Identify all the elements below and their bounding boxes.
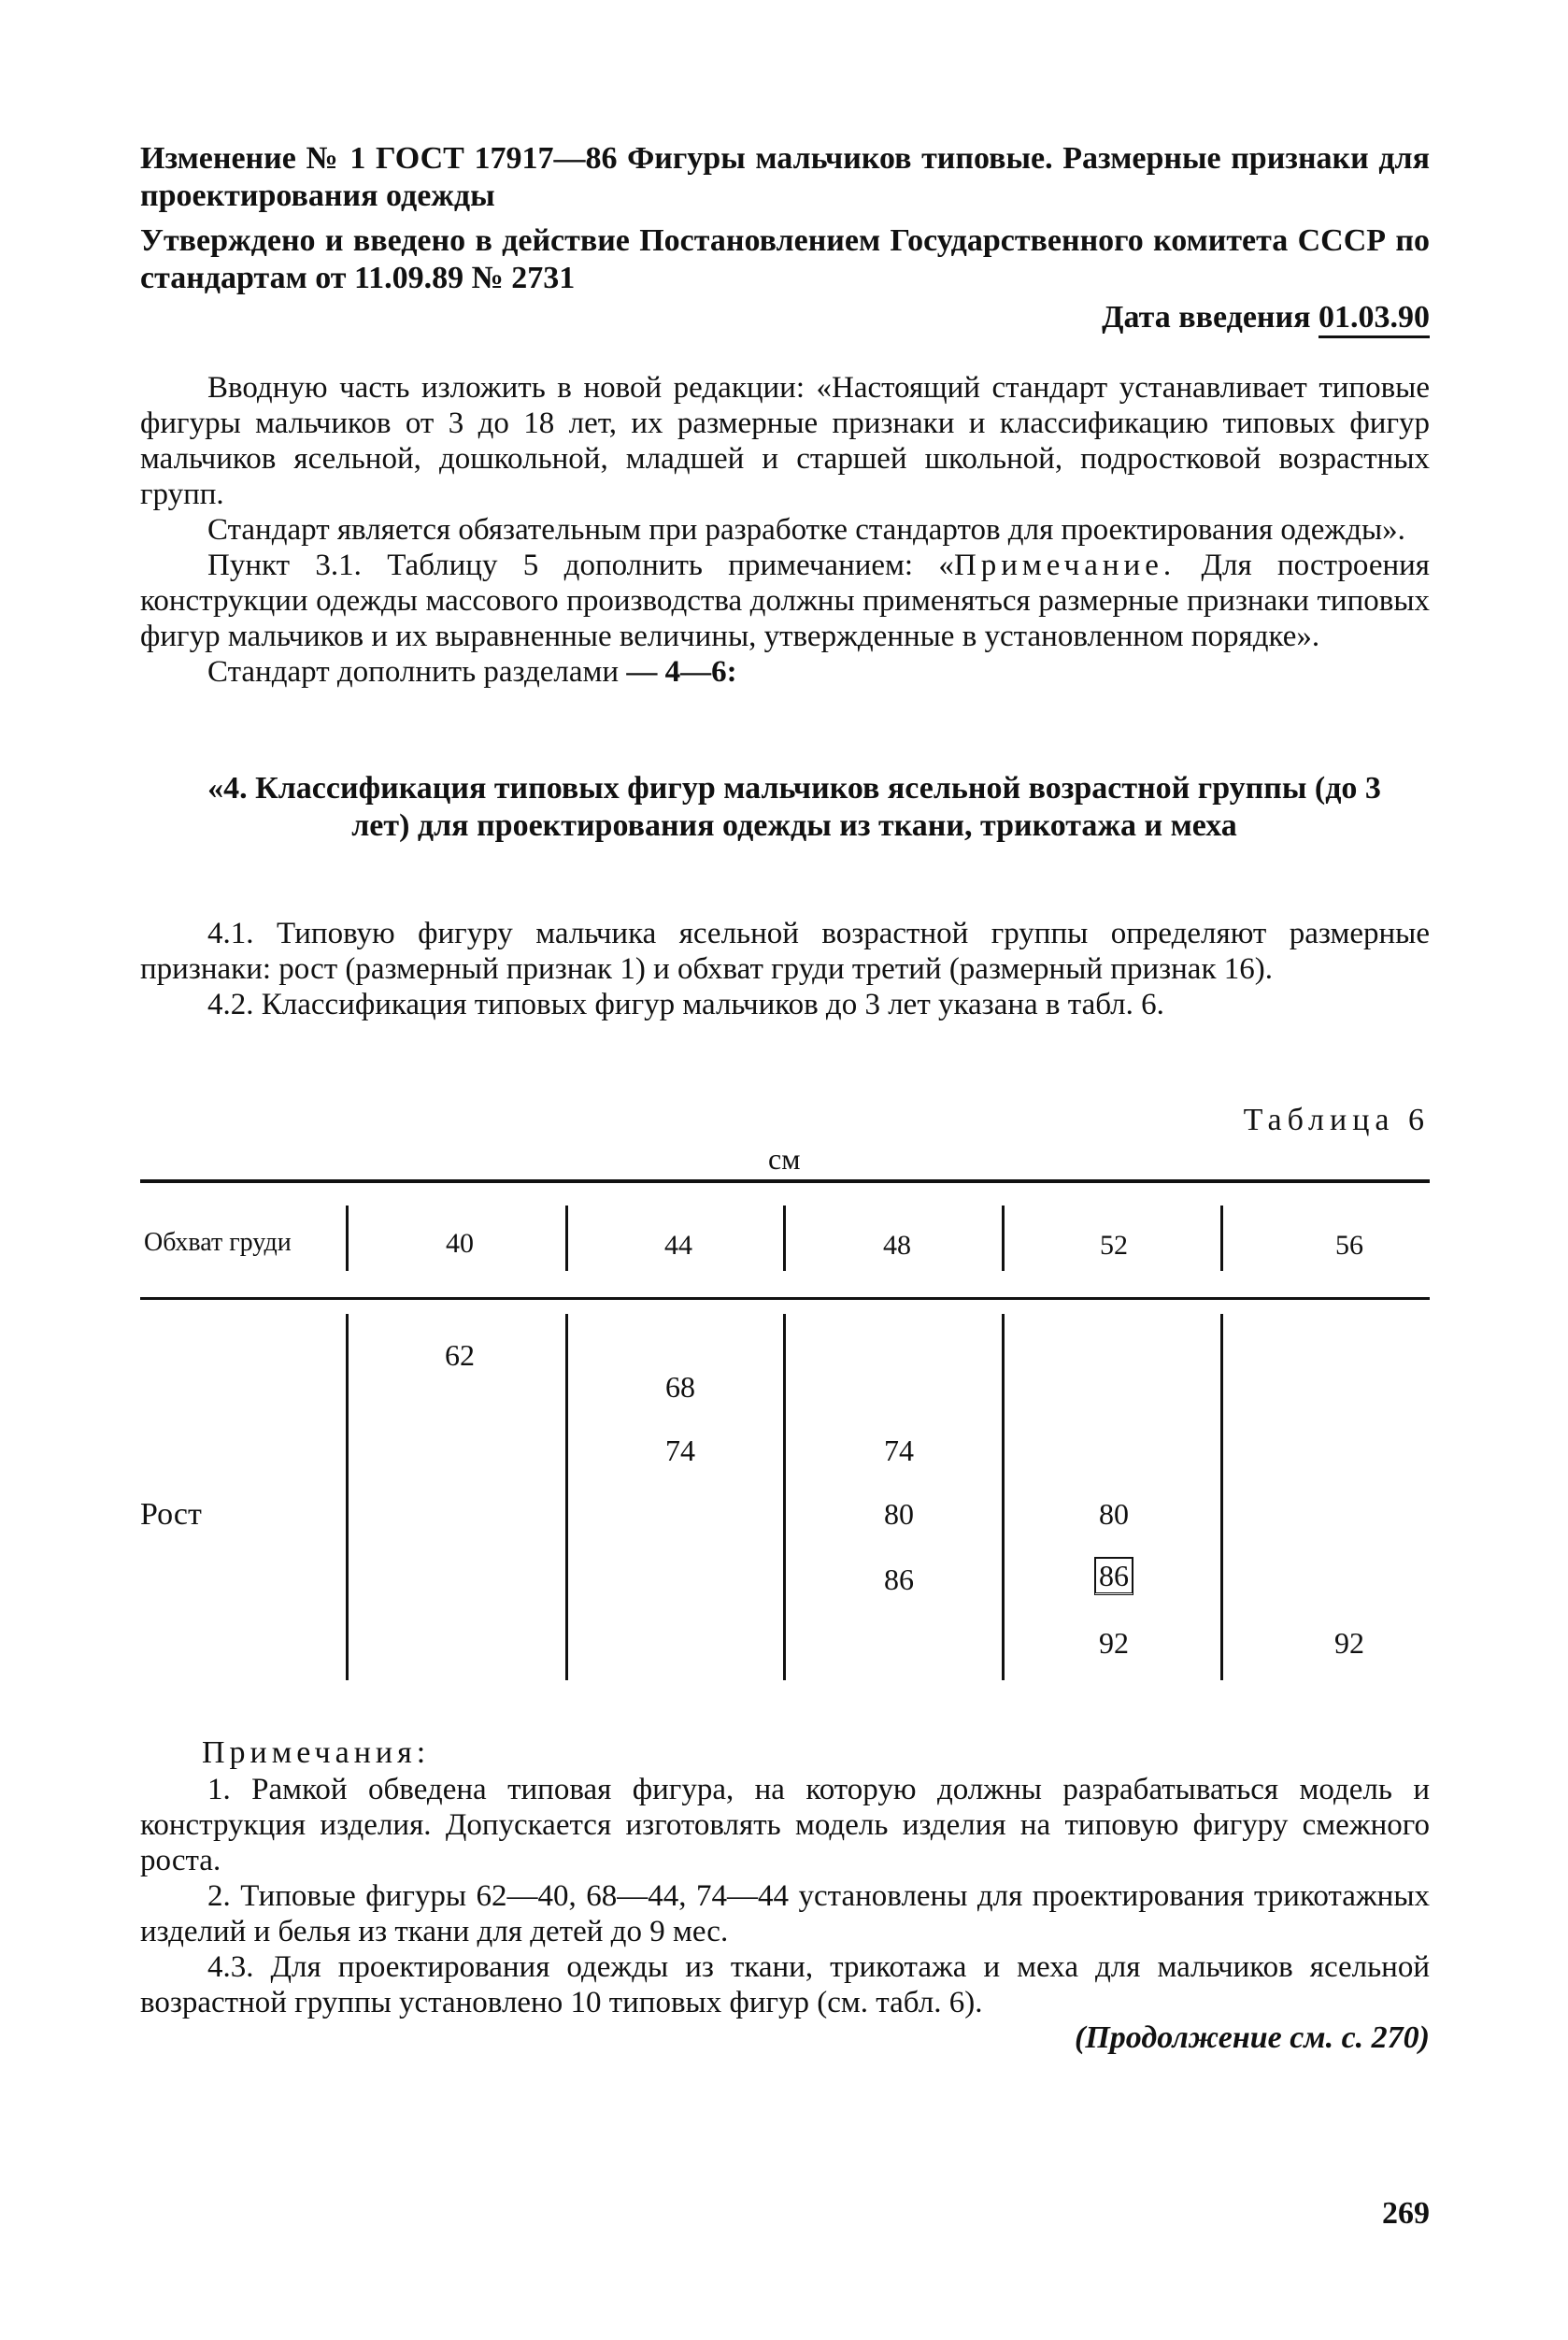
height-row-label: Рост	[140, 1497, 202, 1532]
section-4-title: «4. Классификация типовых фигур мальчиков ясельной возрастной группы (до 3 лет) для проектирования одежды из ткани, трикотажа и меха	[207, 771, 1381, 843]
height-value: 68	[665, 1370, 695, 1404]
height-value: 92	[1099, 1626, 1129, 1660]
section-4-text	[140, 916, 1430, 1022]
column-header-44: 44	[664, 1230, 692, 1261]
effective-date	[1102, 299, 1430, 336]
table-header-rule	[140, 1297, 1430, 1300]
chest-girth-header: Обхват груди	[144, 1228, 292, 1257]
height-value: 74	[884, 1434, 914, 1467]
body-text	[140, 370, 1430, 690]
page-number: 269	[1382, 2196, 1430, 2231]
paragraph-4-1: 4.1. Типовую фигуру мальчика ясельной возрастной группы определяют размерные признаки: рост (размерный признак 1) и обхват груди третий (размерный признак 16).	[140, 917, 1430, 986]
notes-title: Примечания:	[202, 1735, 431, 1770]
height-value: 92	[1334, 1626, 1364, 1660]
table-divider	[783, 1314, 786, 1680]
height-value: 62	[445, 1338, 475, 1372]
paragraph-add-sections: Стандарт дополнить разделами — 4—6:	[207, 655, 737, 689]
table-divider	[783, 1206, 786, 1271]
paragraph-4-2: 4.2. Классификация типовых фигур мальчиков до 3 лет указана в табл. 6.	[207, 988, 1164, 1021]
column-header-48: 48	[883, 1230, 911, 1261]
note-word: Примечание.	[953, 549, 1176, 582]
height-value: 80	[884, 1497, 914, 1531]
table-divider	[565, 1206, 568, 1271]
table-divider	[1002, 1314, 1005, 1680]
height-value: 80	[1099, 1497, 1129, 1531]
table-divider	[1220, 1206, 1223, 1271]
table-divider	[565, 1314, 568, 1680]
table-divider	[1220, 1314, 1223, 1680]
table-top-rule	[140, 1179, 1430, 1183]
note-1: 1. Рамкой обведена типовая фигура, на которую должны разрабатываться модель и конструкция изделия. Допускается изготовлять модель изделия на типовую фигуру смежного роста.	[140, 1773, 1430, 1877]
amendment-title: Изменение № 1 ГОСТ 17917—86 Фигуры мальчиков типовые. Размерные признаки для проектирования одежды	[140, 141, 1430, 213]
paragraph-mandatory: Стандарт является обязательным при разработке стандартов для проектирования одежды».	[207, 513, 1405, 547]
paragraph-clause-3-1: Пункт 3.1. Таблицу 5 дополнить примечанием: «Примечание. Для построения конструкции одежды массового производства должны применяться размерные признаки типовых фигур мальчиков и их выравненные величины, утвержденные в установленном порядке».	[140, 549, 1430, 653]
column-header-56: 56	[1335, 1230, 1363, 1261]
paragraph-4-3: 4.3. Для проектирования одежды из ткани, трикотажа и меха для мальчиков ясельной возрастной группы установлено 10 типовых фигур (см. табл. 6).	[140, 1950, 1430, 2019]
height-value: 86	[884, 1562, 914, 1596]
column-header-52: 52	[1100, 1230, 1128, 1261]
classification-table	[140, 1179, 1430, 1703]
effective-date-label: Дата введения	[1102, 300, 1311, 335]
table-unit: см	[768, 1142, 801, 1176]
continuation-note: (Продолжение см. с. 270)	[1075, 2020, 1430, 2055]
column-header-40: 40	[446, 1228, 474, 1259]
paragraph-intro: Вводную часть изложить в новой редакции: «Настоящий стандарт устанавливает типовые фигуры мальчиков от 3 до 18 лет, их размерные признаки и классификацию типовых фигур мальчиков ясельной, дошкольной, младшей и старшей школьной, подростковой возрастных групп.	[140, 371, 1430, 511]
boxed-height-value: 86	[1086, 1557, 1142, 1595]
approval-statement: Утверждено и введено в действие Постановлением Государственного комитета СССР по стандартам от 11.09.89 № 2731	[140, 223, 1430, 295]
effective-date-value: 01.03.90	[1319, 300, 1430, 338]
notes-block	[140, 1734, 1430, 2020]
note-2: 2. Типовые фигуры 62—40, 68—44, 74—44 установлены для проектирования трикотажных изделий и белья из ткани для детей до 9 мес.	[140, 1879, 1430, 1948]
height-value: 74	[665, 1434, 695, 1467]
table-divider	[346, 1314, 349, 1680]
table-divider	[346, 1206, 349, 1271]
table-divider	[1002, 1206, 1005, 1271]
table-caption: Таблица 6	[1243, 1103, 1430, 1137]
